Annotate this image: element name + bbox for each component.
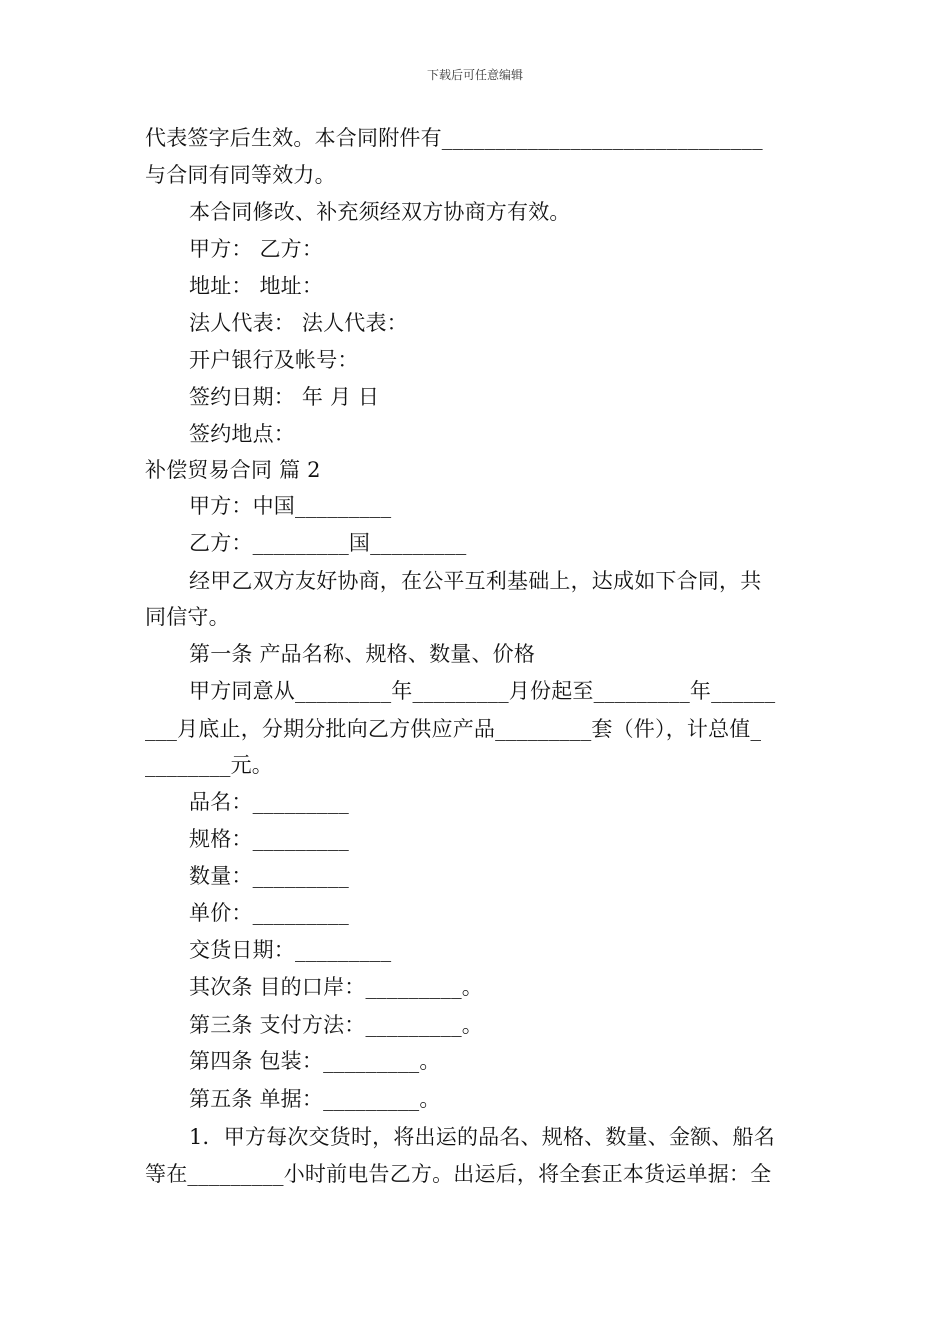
text-line: 第五条 单据：_________。 [189, 1087, 441, 1111]
text-line: 签约地点： [189, 422, 295, 446]
text-line: ________元。 [145, 753, 273, 777]
text-line: 法人代表： 法人代表： [189, 311, 408, 335]
text-line: 品名：_________ [189, 790, 349, 814]
text-line: 交货日期：_________ [189, 938, 392, 962]
section-title: 补偿贸易合同 篇 2 [145, 458, 321, 482]
text-line: 签约日期： 年 月 日 [189, 385, 380, 409]
text-line: 乙方：_________国_________ [189, 531, 467, 555]
text-line: 代表签字后生效。本合同附件有______________________________ [145, 126, 763, 150]
text-line: ___月底止，分期分批向乙方供应产品_________套（件），计总值_ [145, 717, 762, 741]
text-line: 第一条 产品名称、规格、数量、价格 [189, 642, 536, 666]
text-line: 规格：_________ [189, 827, 349, 851]
text-line: 其次条 目的口岸：_________。 [189, 975, 483, 999]
page-header: 下载后可任意编辑 [426, 68, 523, 82]
text-line: 等在_________小时前电告乙方。出运后，将全套正本货运单据：全 [145, 1162, 772, 1186]
text-line: 甲方：中国_________ [189, 494, 392, 518]
text-line: 甲方同意从_________年_________月份起至_________年______ [189, 679, 776, 703]
text-line: 同信守。 [145, 605, 230, 629]
text-line: 开户银行及帐号： [189, 348, 359, 372]
text-line: 与合同有同等效力。 [145, 163, 336, 187]
text-line: 本合同修改、补充须经双方协商方有效。 [189, 200, 571, 224]
text-line: 第四条 包装：_________。 [189, 1049, 441, 1073]
text-line: 地址： 地址： [189, 274, 324, 298]
text-line: 1．甲方每次交货时，将出运的品名、规格、数量、金额、船名 [189, 1125, 775, 1149]
text-line: 经甲乙双方友好协商，在公平互利基础上，达成如下合同，共 [189, 569, 762, 593]
text-line: 单价：_________ [189, 901, 349, 925]
text-line: 第三条 支付方法：_________。 [189, 1013, 483, 1037]
text-line: 甲方： 乙方： [189, 237, 324, 261]
text-line: 数量：_________ [189, 864, 349, 888]
